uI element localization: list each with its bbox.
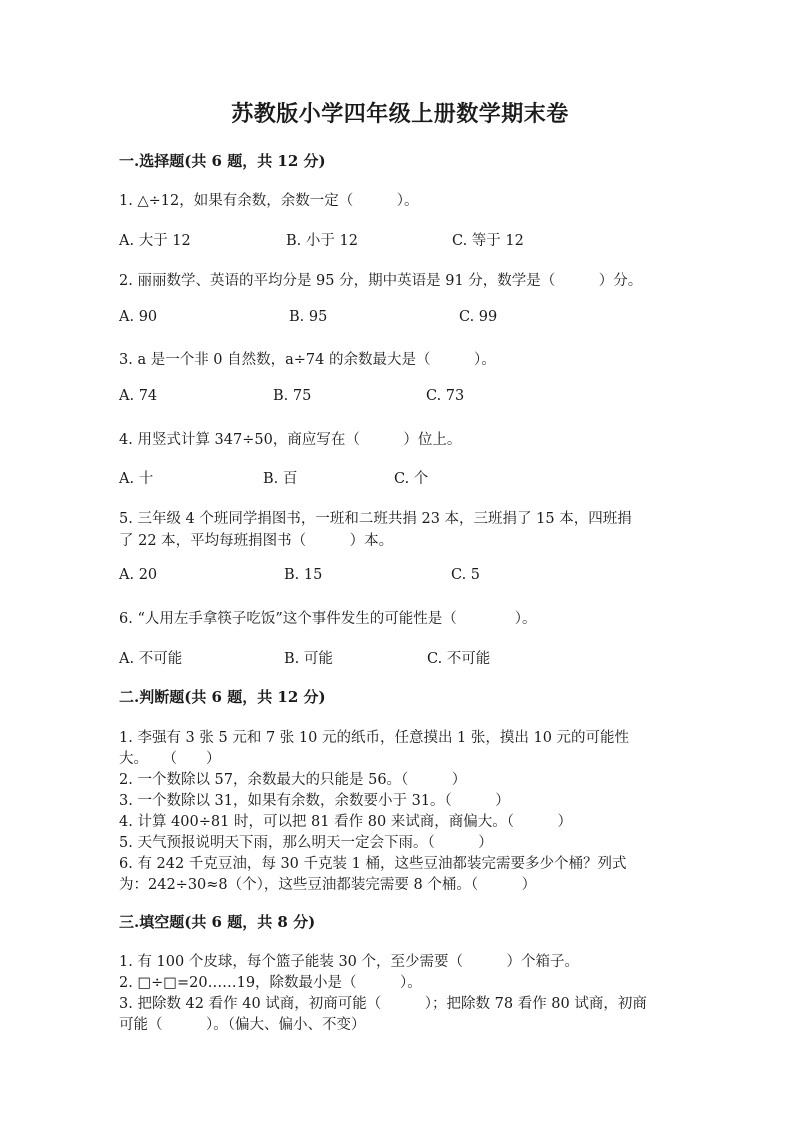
page-title: 苏教版小学四年级上册数学期末卷 [231, 101, 569, 127]
question-line: 6. “人用左手拿筷子吃饭”这个事件发生的可能性是（ ）。 [119, 611, 537, 627]
judgment-line: 3. 一个数除以 31，如果有余数，余数要小于 31。（ ） [119, 793, 510, 809]
judgment-line: 5. 天气预报说明天下雨，那么明天一定会下雨。（ ） [119, 835, 493, 851]
option-a: A. 90 [119, 309, 158, 325]
question-line: 5. 三年级 4 个班同学捐图书，一班和二班共捐 23 本，三班捐了 15 本，四班捐 [119, 511, 632, 527]
question-line: 3. a 是一个非 0 自然数，a÷74 的余数最大是（ ）。 [119, 352, 496, 368]
fill-line: 1. 有 100 个皮球，每个篮子能装 30 个，至少需要（ ）个箱子。 [119, 954, 580, 970]
option-c: C. 5 [451, 567, 481, 583]
option-a: A. 74 [119, 388, 158, 404]
question-line: 2. 丽丽数学、英语的平均分是 95 分，期中英语是 91 分，数学是（ ）分。 [119, 273, 643, 289]
judgment-line: 4. 计算 400÷81 时，可以把 81 看作 80 来试商，商偏大。（ ） [119, 814, 573, 830]
question-line: 1. △÷12，如果有余数，余数一定（ ）。 [119, 193, 419, 209]
option-a: A. 十 [119, 471, 154, 487]
question-line: 了 22 本，平均每班捐图书（ ）本。 [119, 533, 394, 549]
option-c: C. 个 [394, 471, 429, 487]
option-b: B. 小于 12 [286, 233, 358, 249]
option-a: A. 大于 12 [119, 233, 191, 249]
section-heading-judgment: 二.判断题(共 6 题，共 12 分) [119, 688, 326, 706]
option-a: A. 不可能 [119, 651, 183, 667]
judgment-line: 6. 有 242 千克豆油，每 30 千克装 1 桶，这些豆油都装完需要多少个桶？列式 [119, 856, 627, 872]
option-c: C. 73 [426, 388, 465, 404]
option-a: A. 20 [119, 567, 158, 583]
judgment-line: 2. 一个数除以 57，余数最大的只能是 56。（ ） [119, 772, 467, 788]
judgment-line: 为：242÷30≈8（个），这些豆油都装完需要 8 个桶。（ ） [119, 877, 537, 893]
section-heading-choice: 一.选择题(共 6 题，共 12 分) [119, 152, 326, 170]
option-c: C. 99 [459, 309, 498, 325]
section-heading-fill: 三.填空题(共 6 题，共 8 分) [119, 913, 316, 931]
option-c: C. 等于 12 [452, 233, 524, 249]
fill-line: 3. 把除数 42 看作 40 试商，初商可能（ ）；把除数 78 看作 80 试商，初商 [119, 996, 647, 1012]
option-b: B. 75 [273, 388, 312, 404]
option-c: C. 不可能 [427, 651, 491, 667]
option-b: B. 15 [284, 567, 323, 583]
option-b: B. 95 [289, 309, 328, 325]
fill-line: 可能（ ）。（偏大、偏小、不变） [119, 1017, 366, 1033]
option-b: B. 百 [263, 471, 298, 487]
judgment-line: 大。 （ ） [119, 751, 221, 767]
judgment-line: 1. 李强有 3 张 5 元和 7 张 10 元的纸币，任意摸出 1 张，摸出 10 元的可能性 [119, 730, 630, 746]
fill-line: 2. □÷□=20……19，除数最小是（ ）。 [119, 975, 422, 991]
option-b: B. 可能 [284, 651, 333, 667]
question-line: 4. 用竖式计算 347÷50，商应写在（ ）位上。 [119, 432, 462, 448]
